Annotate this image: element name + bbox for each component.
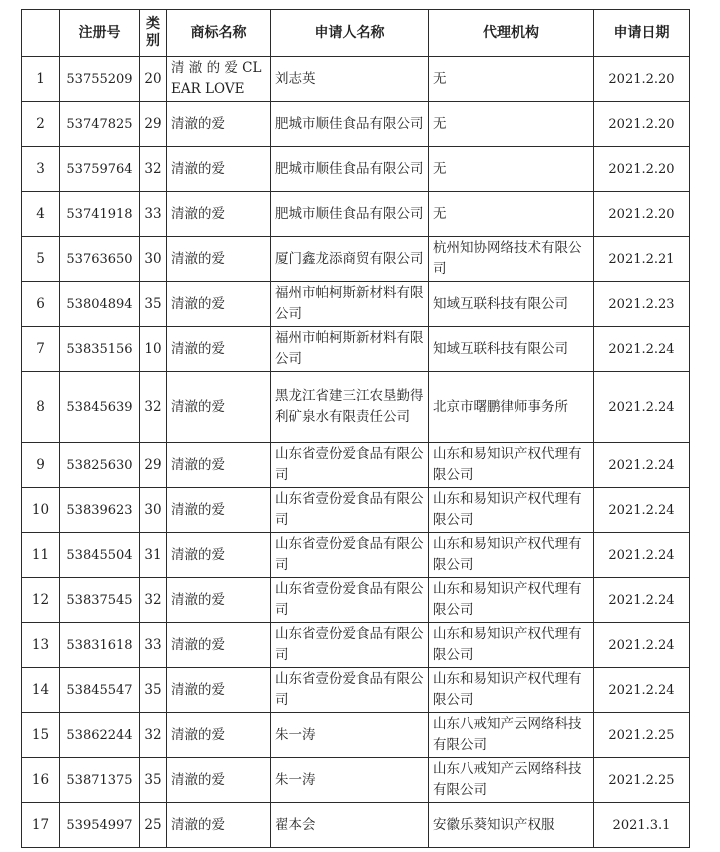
registration-number: 53747825 [60, 102, 140, 147]
trademark-name: 清澈的爱 [167, 372, 271, 443]
row-index: 10 [22, 488, 60, 533]
row-index: 12 [22, 578, 60, 623]
class-number: 32 [140, 147, 167, 192]
trademark-name: 清澈的爱 [167, 102, 271, 147]
registration-number: 53759764 [60, 147, 140, 192]
registration-number: 53871375 [60, 758, 140, 803]
application-date: 2021.2.24 [594, 488, 690, 533]
agency-name: 无 [429, 192, 594, 237]
agency-name: 山东和易知识产权代理有限公司 [429, 533, 594, 578]
trademark-name: 清澈的爱 [167, 488, 271, 533]
row-index: 3 [22, 147, 60, 192]
trademark-name: 清澈的爱 [167, 192, 271, 237]
applicant-name: 山东省壹份爱食品有限公司 [271, 668, 429, 713]
table-row [22, 533, 690, 578]
applicant-name: 山东省壹份爱食品有限公司 [271, 578, 429, 623]
trademark-name: 清澈的爱 [167, 578, 271, 623]
trademark-name: 清澈的爱 [167, 668, 271, 713]
application-date: 2021.2.20 [594, 57, 690, 102]
class-number: 20 [140, 57, 167, 102]
table-row [22, 713, 690, 758]
applicant-name: 肥城市顺佳食品有限公司 [271, 192, 429, 237]
trademark-name: 清澈的爱 [167, 327, 271, 372]
class-number: 33 [140, 623, 167, 668]
row-index: 17 [22, 803, 60, 848]
table-row [22, 578, 690, 623]
header-applicant: 申请人名称 [271, 10, 429, 57]
agency-name: 山东和易知识产权代理有限公司 [429, 443, 594, 488]
header-index [22, 10, 60, 57]
class-number: 35 [140, 668, 167, 713]
agency-name: 山东和易知识产权代理有限公司 [429, 668, 594, 713]
table-row [22, 668, 690, 713]
registration-number: 53845547 [60, 668, 140, 713]
trademark-name: 清澈的爱 [167, 443, 271, 488]
agency-name: 无 [429, 102, 594, 147]
agency-name: 山东八戒知产云网络科技有限公司 [429, 713, 594, 758]
application-date: 2021.2.20 [594, 147, 690, 192]
row-index: 4 [22, 192, 60, 237]
class-number: 35 [140, 758, 167, 803]
applicant-name: 山东省壹份爱食品有限公司 [271, 623, 429, 668]
applicant-name: 朱一涛 [271, 758, 429, 803]
agency-name: 北京市曙鹏律师事务所 [429, 372, 594, 443]
header-class: 类别 [140, 10, 167, 57]
table-row [22, 57, 690, 102]
registration-number: 53862244 [60, 713, 140, 758]
trademark-name: 清澈的爱 [167, 623, 271, 668]
row-index: 9 [22, 443, 60, 488]
registration-number: 53804894 [60, 282, 140, 327]
table-row [22, 443, 690, 488]
applicant-name: 朱一涛 [271, 713, 429, 758]
applicant-name: 翟本会 [271, 803, 429, 848]
table-row [22, 488, 690, 533]
trademark-name: 清 澈 的 爱 CLEAR LOVE [167, 57, 271, 102]
application-date: 2021.2.24 [594, 372, 690, 443]
applicant-name: 山东省壹份爱食品有限公司 [271, 443, 429, 488]
header-row [22, 10, 690, 57]
row-index: 1 [22, 57, 60, 102]
registration-number: 53741918 [60, 192, 140, 237]
application-date: 2021.2.23 [594, 282, 690, 327]
agency-name: 山东八戒知产云网络科技有限公司 [429, 758, 594, 803]
header-reg-no: 注册号 [60, 10, 140, 57]
registration-number: 53763650 [60, 237, 140, 282]
applicant-name: 山东省壹份爱食品有限公司 [271, 488, 429, 533]
header-agency: 代理机构 [429, 10, 594, 57]
row-index: 14 [22, 668, 60, 713]
trademark-name: 清澈的爱 [167, 758, 271, 803]
table-row [22, 623, 690, 668]
application-date: 2021.2.24 [594, 327, 690, 372]
agency-name: 杭州知协网络技术有限公司 [429, 237, 594, 282]
registration-number: 53755209 [60, 57, 140, 102]
application-date: 2021.2.24 [594, 623, 690, 668]
row-index: 13 [22, 623, 60, 668]
class-number: 31 [140, 533, 167, 578]
applicant-name: 福州市帕柯斯新材料有限公司 [271, 282, 429, 327]
registration-number: 53845504 [60, 533, 140, 578]
row-index: 8 [22, 372, 60, 443]
table-body [22, 57, 690, 848]
applicant-name: 黑龙江省建三江农垦勤得利矿泉水有限责任公司 [271, 372, 429, 443]
class-number: 30 [140, 488, 167, 533]
application-date: 2021.2.24 [594, 533, 690, 578]
trademark-name: 清澈的爱 [167, 237, 271, 282]
applicant-name: 刘志英 [271, 57, 429, 102]
agency-name: 山东和易知识产权代理有限公司 [429, 578, 594, 623]
application-date: 2021.2.24 [594, 443, 690, 488]
applicant-name: 山东省壹份爱食品有限公司 [271, 533, 429, 578]
applicant-name: 肥城市顺佳食品有限公司 [271, 147, 429, 192]
class-number: 35 [140, 282, 167, 327]
applicant-name: 福州市帕柯斯新材料有限公司 [271, 327, 429, 372]
class-number: 10 [140, 327, 167, 372]
row-index: 6 [22, 282, 60, 327]
registration-number: 53839623 [60, 488, 140, 533]
trademark-name: 清澈的爱 [167, 803, 271, 848]
application-date: 2021.2.24 [594, 668, 690, 713]
table-row [22, 237, 690, 282]
class-number: 32 [140, 713, 167, 758]
trademark-table [21, 9, 690, 848]
table-row [22, 147, 690, 192]
class-number: 32 [140, 372, 167, 443]
class-number: 25 [140, 803, 167, 848]
row-index: 2 [22, 102, 60, 147]
trademark-name: 清澈的爱 [167, 147, 271, 192]
table-header [22, 10, 690, 57]
row-index: 11 [22, 533, 60, 578]
row-index: 16 [22, 758, 60, 803]
registration-number: 53845639 [60, 372, 140, 443]
table-row [22, 758, 690, 803]
applicant-name: 肥城市顺佳食品有限公司 [271, 102, 429, 147]
trademark-name: 清澈的爱 [167, 533, 271, 578]
class-number: 29 [140, 102, 167, 147]
application-date: 2021.2.20 [594, 192, 690, 237]
table-row [22, 282, 690, 327]
agency-name: 山东和易知识产权代理有限公司 [429, 623, 594, 668]
registration-number: 53835156 [60, 327, 140, 372]
header-mark: 商标名称 [167, 10, 271, 57]
class-number: 29 [140, 443, 167, 488]
application-date: 2021.2.25 [594, 713, 690, 758]
registration-number: 53825630 [60, 443, 140, 488]
table-row [22, 327, 690, 372]
agency-name: 无 [429, 147, 594, 192]
agency-name: 安徽乐葵知识产权服 [429, 803, 594, 848]
agency-name: 无 [429, 57, 594, 102]
row-index: 5 [22, 237, 60, 282]
agency-name: 山东和易知识产权代理有限公司 [429, 488, 594, 533]
table-row [22, 372, 690, 443]
table-row [22, 192, 690, 237]
class-number: 33 [140, 192, 167, 237]
class-number: 30 [140, 237, 167, 282]
table-row [22, 102, 690, 147]
application-date: 2021.2.20 [594, 102, 690, 147]
registration-number: 53831618 [60, 623, 140, 668]
trademark-name: 清澈的爱 [167, 282, 271, 327]
agency-name: 知域互联科技有限公司 [429, 327, 594, 372]
table-row [22, 803, 690, 848]
application-date: 2021.3.1 [594, 803, 690, 848]
application-date: 2021.2.25 [594, 758, 690, 803]
trademark-name: 清澈的爱 [167, 713, 271, 758]
registration-number: 53954997 [60, 803, 140, 848]
header-date: 申请日期 [594, 10, 690, 57]
registration-number: 53837545 [60, 578, 140, 623]
agency-name: 知域互联科技有限公司 [429, 282, 594, 327]
application-date: 2021.2.24 [594, 578, 690, 623]
row-index: 15 [22, 713, 60, 758]
application-date: 2021.2.21 [594, 237, 690, 282]
row-index: 7 [22, 327, 60, 372]
applicant-name: 厦门鑫龙添商贸有限公司 [271, 237, 429, 282]
class-number: 32 [140, 578, 167, 623]
